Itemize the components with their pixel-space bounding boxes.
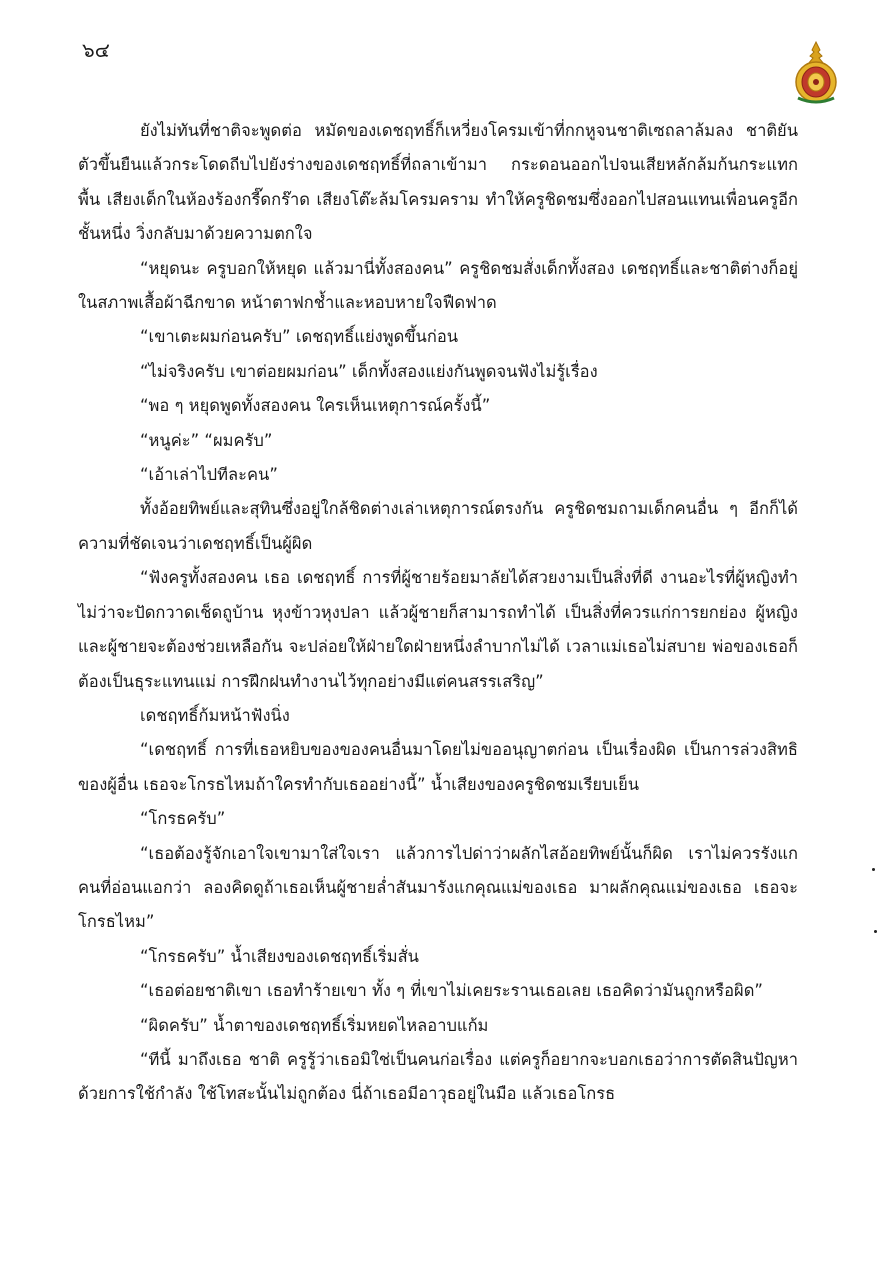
paragraph: “หยุดนะ ครูบอกให้หยุด แล้วมานี่ทั้งสองคน” ครูชิดชมสั่งเด็กทั้งสอง เดชฤทธิ์และชาติต่างก็อยู่ในสภาพเสื้อผ้าฉีกขาด หน้าตาฟกช้ำและหอบหายใจฟืดฟาด	[78, 258, 798, 313]
paragraph: ทั้งอ้อยทิพย์และสุทินซึ่งอยู่ใกล้ชิดต่างเล่าเหตุการณ์ตรงกัน ครูชิดชมถามเด็กคนอื่น ๆ อีกก็ได้ความที่ชัดเจนว่าเดชฤทธิ์เป็นผู้ผิด	[78, 499, 798, 553]
royal-crest-icon	[792, 40, 840, 104]
page-number: ๖๔	[82, 38, 110, 62]
paragraph: ยังไม่ทันที่ชาติจะพูดต่อ หมัดของเดชฤทธิ์ก็เหวี่ยงโครมเข้าที่กกหูจนชาติเซถลาล้มลง ชาติยันตัวขึ้นยืนแล้วกระโดดถีบไปยังร่างของเดชฤทธิ์ที่ถลาเข้ามา กระดอนออกไปจนเสียหลักล้มก้นกระแทกพื้น เสียงเด็กในห้องร้องกรี๊ดกร๊าด เสียงโต๊ะล้มโครมคราม ทำให้ครูชิดชมซึ่งออกไปสอนแทนเพื่อนครูอีกชั้นหนึ่ง วิ่งกลับมาด้วยความตกใจ	[78, 121, 798, 244]
paragraph: “หนูค่ะ” “ผมครับ”	[140, 430, 273, 450]
paragraph: “เธอต่อยชาติเขา เธอทำร้ายเขา ทั้ง ๆ ที่เขาไม่เคยระรานเธอเลย เธอคิดว่ามันถูกหรือผิด”	[140, 981, 763, 1001]
paragraph: “เดชฤทธิ์ การที่เธอหยิบของของคนอื่นมาโดยไม่ขออนุญาตก่อน เป็นเรื่องผิด เป็นการล่วงสิทธิของผู้อื่น เธอจะโกรธไหมถ้าใครทำกับเธออย่างนี้” น้ำเสียงของครูชิดชมเรียบเย็น	[78, 740, 798, 794]
paragraph: “ผิดครับ” น้ำตาของเดชฤทธิ์เริ่มหยดไหลอาบแก้ม	[140, 1015, 489, 1035]
scan-speck	[874, 930, 877, 933]
paragraph: “โกรธครับ” น้ำเสียงของเดชฤทธิ์เริ่มสั่น	[140, 946, 419, 966]
scan-speck	[872, 868, 875, 871]
paragraph: “ฟังครูทั้งสองคน เธอ เดชฤทธิ์ การที่ผู้ชายร้อยมาลัยได้สวยงามเป็นสิ่งที่ดี งานอะไรที่ผู้หญิงทำ ไม่ว่าจะปัดกวาดเช็ดถูบ้าน หุงข้าวหุงปลา แล้วผู้ชายก็สามารถทำได้ เป็นสิ่งที่ควรแก่การยกย่อง ผู้หญิงและผู้ชายจะต้องช่วยเหลือกัน จะปล่อยให้ฝ่ายใดฝ่ายหนึ่งลำบากไม่ได้ เวลาแม่เธอไม่สบาย พ่อของเธอก็ต้องเป็นธุระแทนแม่ การฝึกฝนทำงานไว้ทุกอย่างมีแต่คนสรรเสริญ”	[78, 568, 798, 691]
document-body	[78, 114, 798, 1112]
paragraph: เดชฤทธิ์ก้มหน้าฟังนิ่ง	[140, 705, 290, 725]
paragraph: “เขาเตะผมก่อนครับ” เดชฤทธิ์แย่งพูดขึ้นก่อน	[140, 327, 459, 347]
paragraph: “พอ ๆ หยุดพูดทั้งสองคน ใครเห็นเหตุการณ์ครั้งนี้”	[140, 396, 491, 416]
paragraph: “ทีนี้ มาถึงเธอ ชาติ ครูรู้ว่าเธอมิใช่เป็นคนก่อเรื่อง แต่ครูก็อยากจะบอกเธอว่าการตัดสินปัญหาด้วยการใช้กำลัง ใช้โทสะนั้นไม่ถูกต้อง นี่ถ้าเธอมีอาวุธอยู่ในมือ แล้วเธอโกรธ	[78, 1049, 798, 1104]
paragraph: “ไม่จริงครับ เขาต่อยผมก่อน” เด็กทั้งสองแย่งกันพูดจนฟังไม่รู้เรื่อง	[140, 361, 598, 381]
paragraph: “โกรธครับ”	[140, 809, 226, 829]
paragraph: “เอ้าเล่าไปทีละคน”	[140, 465, 278, 485]
paragraph: “เธอต้องรู้จักเอาใจเขามาใส่ใจเรา แล้วการไปด่าว่าผลักไสอ้อยทิพย์นั้นก็ผิด เราไม่ควรรังแกคนที่อ่อนแอกว่า ลองคิดดูถ้าเธอเห็นผู้ชายล่ำสันมารังแกคุณแม่ของเธอ มาผลักคุณแม่ของเธอ เธอจะโกรธไหม”	[78, 843, 798, 932]
